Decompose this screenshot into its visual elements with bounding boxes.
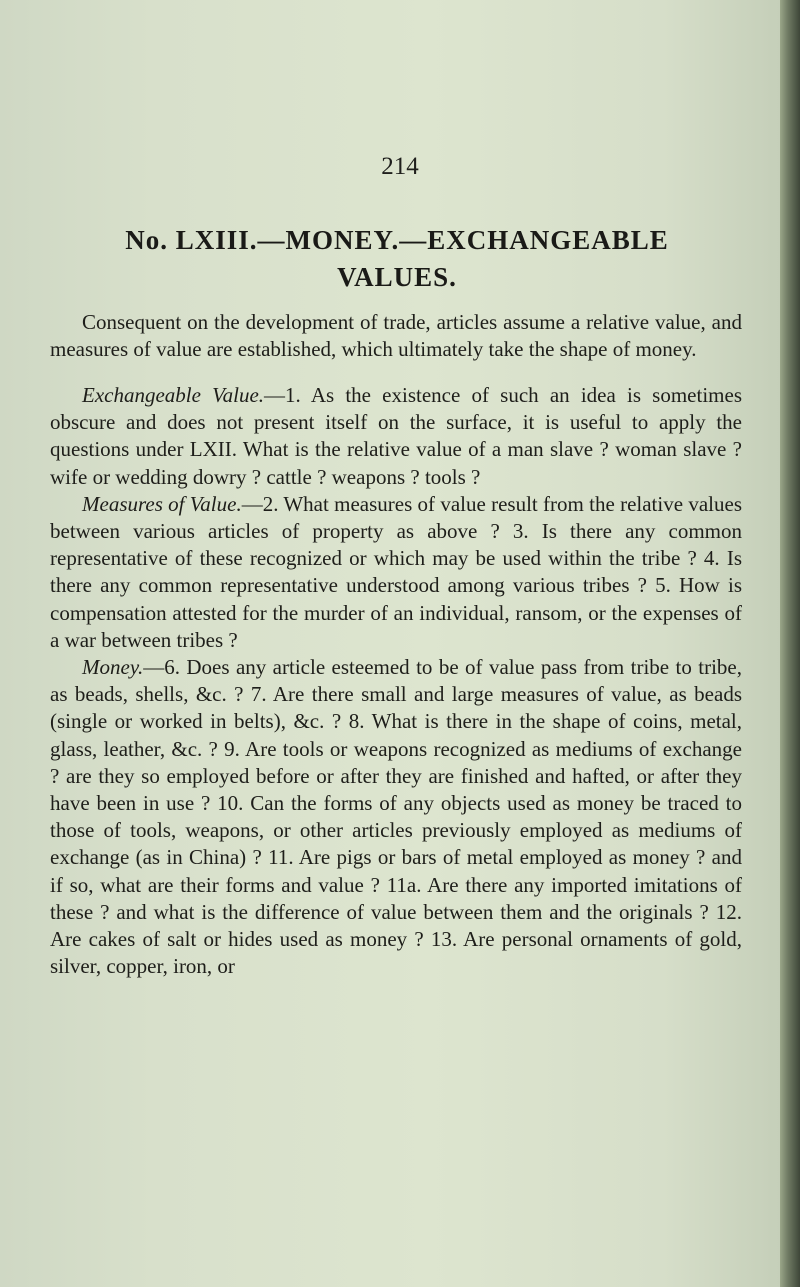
questions-block	[50, 382, 742, 980]
text-money: —6. Does any article esteemed to be of value pass from tribe to tribe, as beads, shells, &c. ? 7. Are there small and large measures of value, as beads (single or worked in belts), &c. ? 8. What is there in the shape of coins, metal, glass, leather, &c. ? 9. Are tools or weapons recognized as mediums of exchange ? are they so employed before or after they are finished and hafted, or after they have been in use ? 10. Can the forms of any objects used as money be traced to those of tools, weapons, or other articles previously employed as mediums of exchange (as in China) ? 11. Are pigs or bars of metal employed as money ? and if so, what are their forms and value ? 11a. Are there any imported imitations of these ? and what is the difference of value between them and the originals ? 12. Are cakes of salt or hides used as money ? 13. Are personal ornaments of gold, silver, copper, iron, or	[50, 655, 742, 979]
heading-money: Money.	[82, 655, 144, 680]
section-title	[52, 222, 742, 296]
text-exchangeable-value: —1. As the existence of such an idea is sometimes obscure and does not present itself on the surface, it is useful to apply the questions under LXII. What is the relative value of a man slave ? woman slave ? wife or wedding dowry ? cattle ? weapons ? tools ?	[50, 383, 743, 489]
page-number: 214	[381, 153, 419, 180]
paragraph-money	[50, 654, 742, 980]
page-edge	[780, 0, 800, 1287]
intro-paragraph: Consequent on the development of trade, articles assume a relative value, and measures of value are established, which ultimately take the shape of money.	[50, 310, 742, 362]
section-title-line-2: VALUES.	[337, 262, 457, 292]
paragraph-exchangeable-value	[50, 382, 742, 491]
heading-exchangeable-value: Exchangeable Value.	[82, 383, 265, 407]
paragraph-measures-of-value	[50, 491, 742, 654]
section-title-line-1: No. LXIII.—MONEY.—EXCHANGEABLE	[125, 225, 669, 255]
text-measures-of-value: —2. What measures of value result from the relative values between various articles of property as above ? 3. Is there any common representative of these recognized or which may be used within the tribe ? 4. Is there any common representative understood among various tribes ? 5. How is compensation attested for the murder of an individual, ransom, or the expenses of a war between tribes ?	[50, 491, 742, 652]
heading-measures-of-value: Measures of Value.	[82, 491, 242, 516]
